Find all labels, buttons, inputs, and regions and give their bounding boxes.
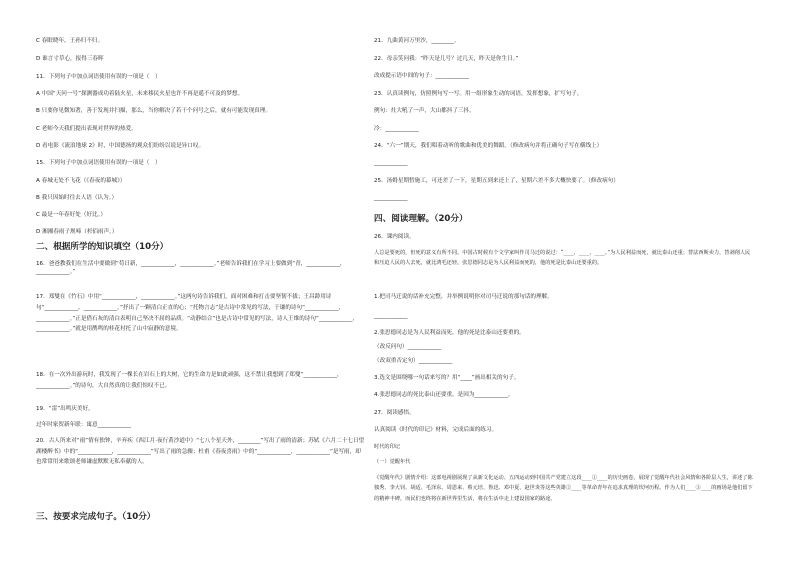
question-line: 15．下列句子中加点词语使用有误的一项是（ ） [36,160,161,166]
option-line: A 春城无处不飞花（《春夜的幕城》） [36,178,126,184]
sub-question-2-b: （改双重否定句）____________ [374,358,453,364]
sub-question-1-answer: ____________ [374,313,408,319]
option-line: C 最是一年春好处（好比。） [36,212,107,218]
question-23: 23．认真读例句，仿照例句写一写。用一组形象生动的词语，发挥想象，扩写句子。 [374,91,583,97]
option-line: B 我只因始时往去人语（认为。） [36,195,118,201]
question-21: 21．九曲黄河万里沙，________。 [374,38,460,44]
question-26: 26．课内阅读。 [374,234,415,240]
question-27-intro: 认真阅读《时代的印记》材料，完成后面的练习。 [374,427,498,433]
reading-passage-1: 人总是要死的，但死的意义有所不同。中国古时候有个文学家叫作司马迁的说过：“____，____，____。”为人民利益而死，就比泰山还重；替法西斯卖力，替剥削人民和压迫人民的人去死，就比鸿毛还轻。张思德同志是为人民利益而死的，他的死是比泰山还要重的。 [374,250,751,267]
question-23-answer: 冷：____________ [374,126,419,132]
question-19: 19．“雷”出鸣庆美好， [36,406,94,412]
question-20: 20．古人所来对“雨”情有独钟，辛弃疾《西江月·夜行黄沙道中》“七八个星天外，________”写出了雨的清新；苏轼《六月二十七日望湖楼醉书》中的“____________，____________”写出了雨的急骤；杜甫《春夜喜雨》中的“____________，____________”是写雨，却也常常用来歌颂老师谦虚默默无私奉献的人。 [36,438,365,466]
sub-question-1: 1.把司马迁说的话补充完整，并举例说明你对司马迁说的那句话的理解。 [374,294,553,300]
question-16: 16．爸爸教我们在生活中要做到“苟日新，____________，____________。”老师告诉我们在学习上要做到“青，____________，____________。” [36,261,346,276]
question-17: 17．郑燮在《竹石》中用“____________，____________。”这两句诗告诉我们，面对困难和打击要坚韧不拔；王昌龄用诗句“____________，____________。”抒出了一颗清白正直的心；“托物言志”是古诗中常见的写法，于谦的诗句“____________，____________。”正是借石灰的清白表明自己坚决不屈的品质。“动静结合”也是古诗中常见的写法，诗人王维的诗句“____________，____________。”就是用鹊鸣的桂花衬托了山中寂静的意境。 [36,294,359,333]
sub-question-3: 3.选文是围绕哪一句话来写的？用“____”画出相关的句子。 [374,375,520,381]
reading-title: 时代的印记 [374,444,400,450]
reading-passage-2: 《觉醒年代》剧情介绍：这部电视剧展现了从新文化运动、五四运动到中国共产党建立这段____①____的历史画卷，展现了觉醒年代社会风情和各阶层人生，讲述了陈独秀、李大钊、胡适、毛泽东、周恩来、蔡元培、鲁迅、邓中夏、赵世炎等这些英雄②____等革命青年在追求真理的坎坷历程。作为人们____③____的画场是他们留下的精神丰碑，而民们也终将在新世界里生活，将在生活中走上建设国家的路途。 [374,475,753,502]
option-line: D 湘湘春雨子规啼（杉佰雨声。） [36,229,118,235]
question-27: 27．阅读感悟。 [374,410,415,416]
question-23-example: 例句：灶大吼了一声，大山都抖了三抖。 [374,108,475,114]
option-line: D 谁言寸草心，报得三春晖 [36,56,104,62]
question-22-answer: 改成提示语中间的句子：____________ [374,73,470,79]
question-line: 11．下列句子中加点词语使用有误的一项是（ ） [36,74,161,80]
section-heading-3: 三、按要求完成句子。（10分） [36,512,156,522]
option-line: A 中国“天问一号”探测器成功着陆火星，未来移民火星也许不再是遥不可及的梦想。 [36,91,244,97]
sub-question-2-a: （改反问句）____________ [374,344,442,350]
question-22: 22．母亲笑问我：“昨天是几号？过几天，昨天是你生日。” [374,56,519,62]
section-heading-2: 二、根据所学的知识填空（10分） [36,242,169,252]
question-19-answer: 过年时家贺新年联：寓意____________ [36,422,132,428]
question-25-answer: ____________ [374,195,408,201]
option-line: B 只要你见微知著，善于发现并扫描，那么，当你解决了若干个问号之后，就有可能发现真理。 [36,108,271,114]
question-24-answer: ____________ [374,160,408,166]
option-line: D 看电影《流浪地球 2》时，中国德扬的观众们纷纷以说是异口叹。 [36,143,205,149]
question-25: 25．汤姆星期暂施工，可还差了一下，星期五到来还上了，星期六差不多大概快要了。（修改病句） [374,178,619,184]
section-heading-4: 四、阅读理解。（20分） [374,214,468,224]
sub-question-2: 2.张思德同志是为人民利益而死，他的死是比泰山还要重的。 [374,330,525,336]
sub-question-4: 4.张思德同志的死比泰山还要重，是因为____________。 [374,392,514,398]
option-line: C 老师今天我们提出表现对世界的热爱。 [36,126,137,132]
option-line: C 春眠晓年，王孙归不归。 [36,38,104,44]
question-24: 24．“六一”期天，我们唱着动听的歌曲和优美的舞蹈。（修改病句并将正确句子写在横线上） [374,143,603,149]
reading-subtitle: （一）觉醒年代 [374,459,411,465]
question-18: 18．在一次外出游玩时，我发现了一棵长在岩石上的大树，它的生命力是如此顽强，这不禁让我想到了郑燮“____________，____________。”的诗句，大自然真的让我们惊叹不已。 [36,372,343,389]
